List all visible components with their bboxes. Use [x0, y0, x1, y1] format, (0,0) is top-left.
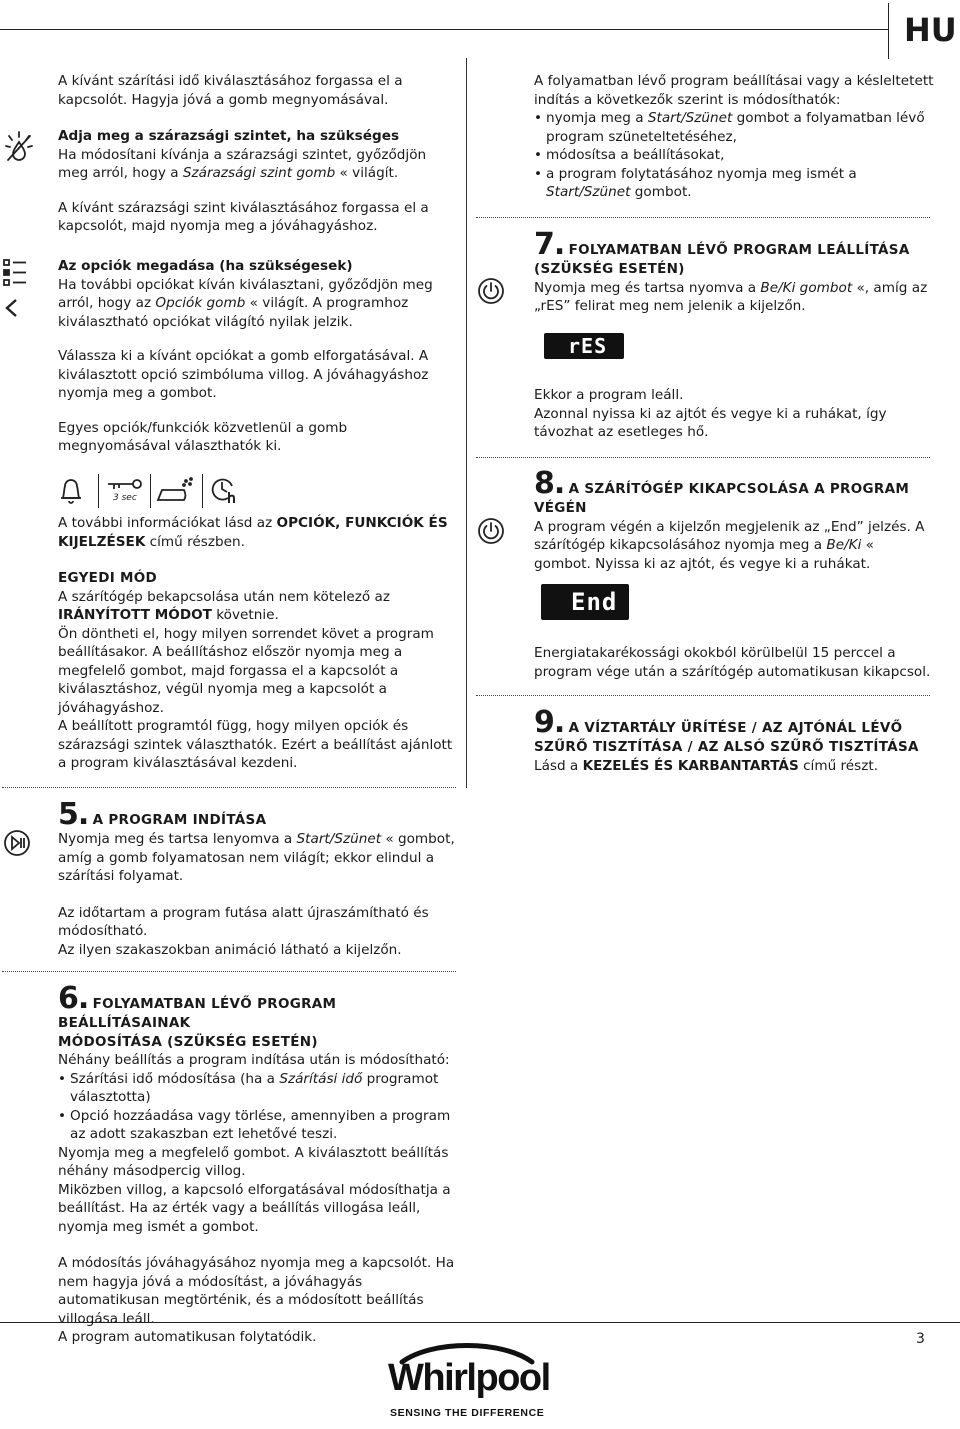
options-text: Ha további opciókat kíván kiválasztani, győződjön meg arról, hogy az Opciók gomb « világít. A programhoz kiválasztható opciókat világító nyilak jelzik.	[58, 276, 433, 330]
option-icons-row	[58, 474, 248, 510]
display-end-text: End	[571, 588, 618, 616]
separator	[150, 474, 151, 508]
brand-tagline: SENSING THE DIFFERENCE	[390, 1407, 545, 1419]
divider-dotted	[2, 787, 456, 788]
dryness-text-2: A kívánt szárazsági szint kiválasztásához forgassa el a kapcsolót, majd nyomja meg a jóváhagyáshoz.	[58, 199, 429, 234]
section-6-text-5: A program automatikusan folytatódik.	[58, 1329, 317, 1345]
modify-intro: A folyamatban lévő program beállításai vagy a késleltetett indítás a következők szerint is módosíthatók:	[534, 73, 934, 108]
language-badge: HU	[904, 11, 957, 49]
section-7-text-3: Azonnal nyissa ki az ajtót és vegye ki a ruhákat, így távozhat az esetleges hő.	[534, 405, 887, 440]
separator	[98, 474, 99, 508]
section-5-text-2: Az időtartam a program futása alatt újraszámítható és módosítható.	[58, 904, 429, 939]
dryness-heading: Adja meg a szárazsági szintet, ha szükséges	[58, 128, 400, 144]
section-6-number: 6.	[58, 981, 89, 1016]
header-rule	[0, 29, 888, 30]
bell-icon	[58, 476, 84, 506]
section-5-number: 5.	[58, 797, 89, 832]
section-5-text: Nyomja meg és tartsa lenyomva a Start/Szünet « gombot, amíg a gomb folyamatosan nem világít; ekkor elindul a szárítási folyamat.	[58, 831, 455, 884]
section-6-title-a: FOLYAMATBAN LÉVŐ PROGRAM BEÁLLÍTÁSAINAK	[58, 996, 337, 1031]
section-6	[58, 981, 458, 1347]
header-divider	[888, 3, 889, 59]
section-6-text-4: A módosítás jóváhagyásához nyomja meg a kapcsolót. Ha nem hagyja jóvá a módosítást, a jóváhagyás automatikusan megtörténik, és a módosított beállítás villogása leáll.	[58, 1255, 455, 1327]
display-res	[544, 333, 624, 359]
time-instruction: A kívánt szárítási idő kiválasztásához forgassa el a kapcsolót. Hagyja jóvá a gomb megnyomásával.	[58, 73, 403, 108]
section-8-title-b: VÉGÉN	[534, 500, 587, 516]
section-7-text-2: Ekkor a program leáll.	[534, 387, 684, 403]
options-heading: Az opciók megadása (ha szükségesek)	[58, 258, 353, 274]
display-end	[541, 584, 629, 620]
right-intro	[534, 72, 934, 202]
section-8-number: 8.	[534, 466, 565, 501]
steam-iron-icon	[156, 476, 196, 506]
custom-mode-text: A szárítógép bekapcsolása után nem kötelező az IRÁNYÍTOTT MÓDOT követnie.	[58, 588, 390, 623]
section-9	[534, 705, 954, 775]
section-8-after	[534, 644, 934, 681]
divider-dotted	[476, 217, 930, 218]
modify-bullet-1: • nyomja meg a Start/Szünet gombot a folyamatban lévő program szüneteltetéséhez,	[534, 109, 934, 146]
brand-name: Whirlpool	[388, 1357, 550, 1399]
section-5-text-3: Az ilyen szakaszokban animáció látható a kijelzőn.	[58, 941, 402, 958]
more-info	[58, 514, 458, 551]
separator	[202, 474, 203, 508]
more-info-text: A további információkat lásd az OPCIÓK, FUNKCIÓK ÉS KIJELZÉSEK című részben.	[58, 515, 448, 550]
power-icon	[476, 276, 506, 306]
options-icon	[2, 258, 28, 320]
column-divider	[466, 58, 467, 788]
section-6-bullet-1: • Szárítási idő módosítása (ha a Szárítási idő programot választotta)	[58, 1070, 458, 1107]
section-6-text-2: Nyomja meg a megfelelő gombot. A kiválasztott beállítás néhány másodpercig villog.	[58, 1144, 449, 1179]
modify-bullet-3: • a program folytatásához nyomja meg ismét a Start/Szünet gombot.	[534, 165, 934, 202]
section-8	[534, 466, 934, 573]
section-9-title-a: A VÍZTARTÁLY ÜRÍTÉSE / AZ AJTÓNÁL LÉVŐ	[568, 720, 903, 736]
section-7-title-b: (SZÜKSÉG ESETÉN)	[534, 261, 685, 277]
display-res-text: rES	[568, 334, 608, 358]
divider-dotted	[476, 457, 930, 458]
start-pause-icon	[2, 828, 32, 858]
section-5	[58, 797, 458, 959]
divider-dotted	[476, 695, 930, 696]
section-9-text: Lásd a KEZELÉS ÉS KARBANTARTÁS című részt.	[534, 757, 879, 774]
section-7-title-a: FOLYAMATBAN LÉVŐ PROGRAM LEÁLLÍTÁSA	[568, 242, 910, 258]
section-6-text: Néhány beállítás a program indítása után is módosítható:	[58, 1052, 450, 1068]
options-text-3: Egyes opciók/funkciók közvetlenül a gomb megnyomásával választhatók ki.	[58, 419, 348, 454]
whirlpool-logo	[388, 1338, 548, 1424]
custom-mode-title: EGYEDI MÓD	[58, 570, 158, 586]
dryness-icon	[4, 130, 34, 164]
section-7-after	[534, 386, 934, 442]
footer-rule	[0, 1322, 960, 1323]
dryness-text: Ha módosítani kívánja a szárazsági szintet, győződjön meg arról, hogy a Szárazsági szint gomb « világít.	[58, 146, 427, 181]
lock-duration-label: 3 sec	[113, 493, 137, 503]
modify-bullet-2: • módosítsa a beállításokat,	[534, 146, 934, 165]
section-7-number: 7.	[534, 227, 565, 262]
power-icon	[476, 516, 506, 546]
section-7-text: Nyomja meg és tartsa nyomva a Be/Ki gombot «, amíg az „rES” felirat meg nem jelenik a kijelzőn.	[534, 279, 928, 314]
section-8-title-a: A SZÁRÍTÓGÉP KIKAPCSOLÁSA A PROGRAM	[568, 481, 910, 497]
custom-mode-text-3: A beállított programtól függ, hogy milyen opciók és szárazsági szintek választhatók. Ezért a beállítást ajánlott a program kiválasztásával kezdeni.	[58, 718, 453, 771]
section-9-title-b: SZŰRŐ TISZTÍTÁSA / AZ ALSÓ SZŰRŐ TISZTÍTÁSA	[534, 739, 919, 755]
section-8-text: A program végén a kijelzőn megjelenik az „End” jelzés. A szárítógép kikapcsolásához nyomja meg a Be/Ki « gombot. Nyissa ki az ajtót, és vegye ki a ruhákat.	[534, 518, 925, 572]
divider-dotted	[2, 971, 456, 972]
section-6-title-b: MÓDOSÍTÁSA (SZÜKSÉG ESETÉN)	[58, 1033, 318, 1050]
delay-timer-icon	[210, 476, 240, 506]
custom-mode-text-2: Ön döntheti el, hogy milyen sorrendet követ a program beállításakor. A beállításhoz először nyomja meg a megfelelő gombot, majd forgassa el a kapcsolót a kiválasztáshoz, végül nyomja meg a kapcsolót a jóváhagyáshoz.	[58, 625, 434, 716]
section-7	[534, 227, 934, 316]
options-text-2: Válassza ki a kívánt opciókat a gomb elforgatásával. A kiválasztott opció szimbóluma villog. A jóváhagyáshoz nyomja meg a gombot.	[58, 348, 429, 401]
section-5-title: A PROGRAM INDÍTÁSA	[92, 812, 267, 828]
section-9-number: 9.	[534, 705, 565, 740]
left-column-top	[58, 72, 458, 109]
dryness-block	[58, 127, 458, 236]
section-6-text-3: Miközben villog, a kapcsoló elforgatásával módosíthatja a beállítást. Ha az érték vagy a beállítás villogása leáll, nyomja meg ismét a gombot.	[58, 1181, 451, 1235]
page-number: 3	[916, 1331, 925, 1347]
options-block	[58, 257, 458, 456]
section-6-bullet-2: • Opció hozzáadása vagy törlése, amennyiben a program az adott szakaszban ezt lehetővé teszi.	[58, 1107, 458, 1144]
section-8-text-2: Energiatakarékossági okokból körülbelül 15 perccel a program vége után a szárítógép automatikusan kikapcsol.	[534, 645, 931, 680]
custom-mode-block	[58, 569, 458, 773]
